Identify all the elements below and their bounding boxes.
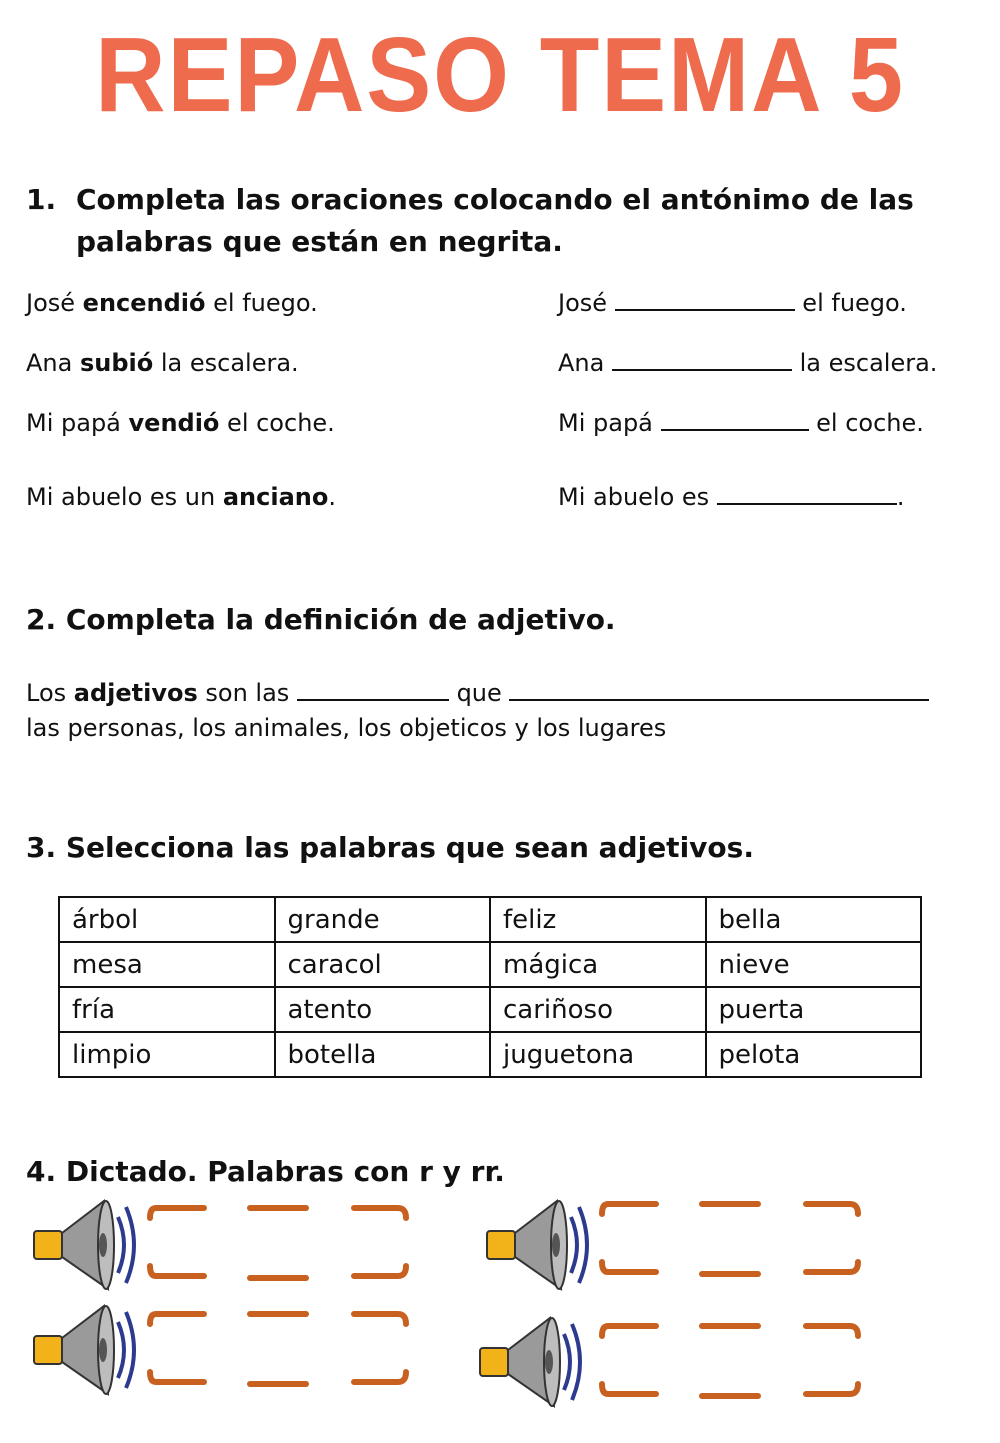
sentence-text: . <box>896 483 905 511</box>
section4-heading: 4. Dictado. Palabras con r y rr. <box>26 1155 505 1188</box>
speaker-icon[interactable] <box>30 1300 140 1400</box>
definition-line1 <box>26 676 929 710</box>
table-row <box>59 987 921 1032</box>
sentence-text: son las <box>197 679 297 707</box>
sentence-text: Mi abuelo es un <box>26 483 223 511</box>
speaker-icon[interactable] <box>30 1195 140 1295</box>
word-cell[interactable]: fría <box>59 987 275 1032</box>
section1-heading-line1: Completa las oraciones colocando el antónimo de las <box>76 183 914 216</box>
word-cell[interactable]: feliz <box>490 897 706 942</box>
speaker-icon[interactable] <box>476 1312 586 1412</box>
bold-word: subió <box>79 349 154 377</box>
table-row <box>59 1032 921 1077</box>
table-row <box>59 942 921 987</box>
definition-line2: las personas, los animales, los objeticos y los lugares <box>26 714 667 742</box>
page-title: REPASO TEMA 5 <box>95 16 905 134</box>
sentence-text: el fuego. <box>794 289 907 317</box>
sentence-text: la escalera. <box>791 349 938 377</box>
sentence-right-3 <box>558 406 924 440</box>
sentence-text: . <box>328 483 337 511</box>
speaker-icon[interactable] <box>483 1195 593 1295</box>
dictation-answer-box[interactable] <box>146 1200 411 1285</box>
sentence-text: Los <box>26 679 74 707</box>
word-cell[interactable]: limpio <box>59 1032 275 1077</box>
definition-blank-2[interactable] <box>509 677 929 701</box>
word-cell[interactable]: grande <box>275 897 491 942</box>
dictation-answer-box[interactable] <box>146 1306 411 1391</box>
word-cell[interactable]: bella <box>706 897 922 942</box>
section1-heading-line2: palabras que están en negrita. <box>76 225 563 258</box>
word-cell[interactable]: juguetona <box>490 1032 706 1077</box>
sentence-text: Mi abuelo es <box>558 483 717 511</box>
sentence-text: Ana <box>558 349 612 377</box>
adjective-table <box>58 896 922 1078</box>
word-cell[interactable]: mágica <box>490 942 706 987</box>
bold-word: anciano <box>222 483 329 511</box>
answer-blank[interactable] <box>612 347 792 371</box>
word-cell[interactable]: árbol <box>59 897 275 942</box>
sentence-right-4 <box>558 480 904 514</box>
sentence-text: José <box>558 289 615 317</box>
word-cell[interactable]: botella <box>275 1032 491 1077</box>
sentence-text: Mi papá <box>558 409 661 437</box>
word-cell[interactable]: nieve <box>706 942 922 987</box>
bold-word: encendió <box>82 289 206 317</box>
sentence-left-3 <box>26 406 335 440</box>
sentence-left-1 <box>26 286 318 320</box>
word-cell[interactable]: cariñoso <box>490 987 706 1032</box>
word-cell[interactable]: caracol <box>275 942 491 987</box>
dictation-answer-box[interactable] <box>598 1196 863 1281</box>
answer-blank[interactable] <box>615 287 795 311</box>
sentence-text: el fuego. <box>205 289 318 317</box>
sentence-text: la escalera. <box>153 349 299 377</box>
bold-word: vendió <box>128 409 220 437</box>
word-cell[interactable]: puerta <box>706 987 922 1032</box>
word-cell[interactable]: atento <box>275 987 491 1032</box>
word-cell[interactable]: pelota <box>706 1032 922 1077</box>
dictation-answer-box[interactable] <box>598 1318 863 1403</box>
definition-blank-1[interactable] <box>297 677 449 701</box>
section2-heading: 2. Completa la definición de adjetivo. <box>26 603 616 636</box>
sentence-right-2 <box>558 346 937 380</box>
bold-word: adjetivos <box>73 679 198 707</box>
sentence-text: Mi papá <box>26 409 129 437</box>
sentence-left-2 <box>26 346 299 380</box>
table-row <box>59 897 921 942</box>
word-cell[interactable]: mesa <box>59 942 275 987</box>
sentence-text: el coche. <box>219 409 335 437</box>
sentence-text: José <box>26 289 83 317</box>
sentence-text: Ana <box>26 349 80 377</box>
section1-heading <box>26 180 914 220</box>
section3-heading: 3. Selecciona las palabras que sean adjetivos. <box>26 831 754 864</box>
section1-number: 1. <box>26 183 57 216</box>
sentence-text: que <box>448 679 510 707</box>
answer-blank[interactable] <box>717 481 897 505</box>
sentence-text: el coche. <box>808 409 924 437</box>
answer-blank[interactable] <box>661 407 809 431</box>
sentence-right-1 <box>558 286 907 320</box>
sentence-left-4 <box>26 480 336 514</box>
